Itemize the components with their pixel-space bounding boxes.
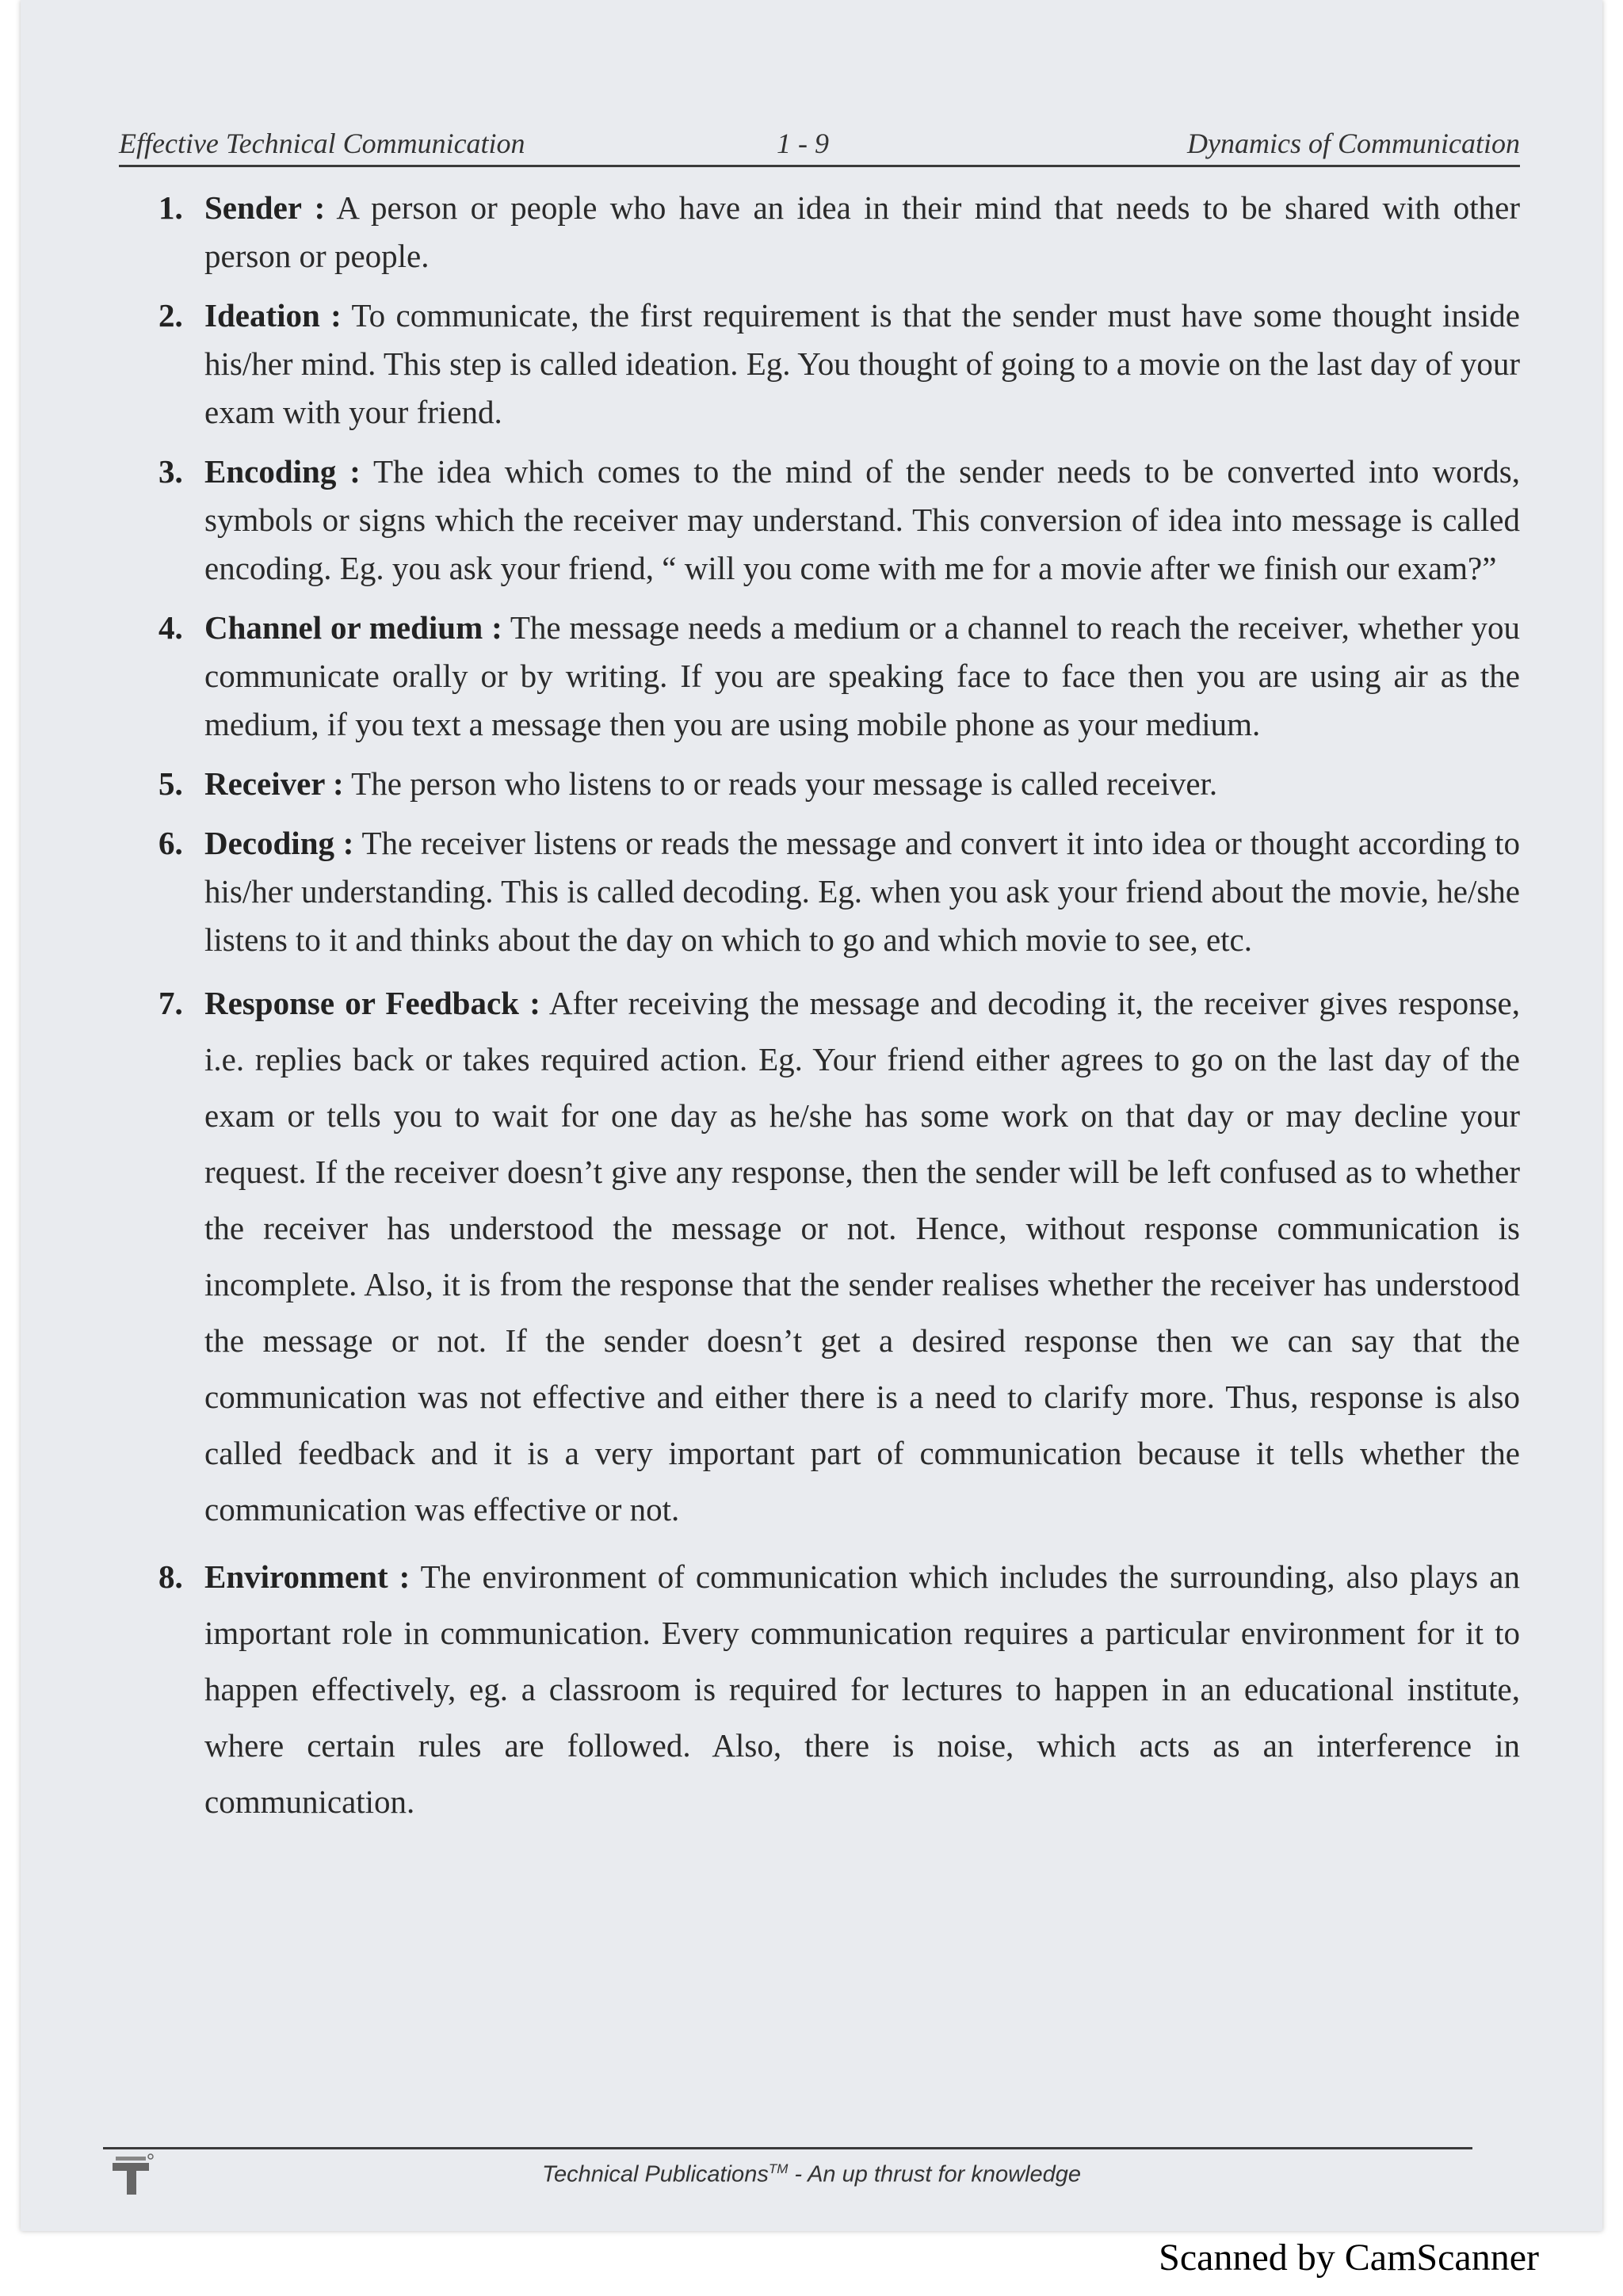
item-text: The person who listens to or reads your message is called receiver. xyxy=(343,765,1218,802)
list-item-decoding xyxy=(155,819,1520,964)
scanner-watermark: Scanned by CamScanner xyxy=(1159,2237,1539,2279)
list-item-receiver xyxy=(155,760,1520,808)
list-item-sender xyxy=(155,184,1520,280)
list-item-response xyxy=(155,975,1520,1538)
item-number: 1. xyxy=(158,189,183,226)
running-header xyxy=(119,125,1520,167)
list-item-environment xyxy=(155,1549,1520,1830)
item-text: The message needs a medium or a channel to reach the receiver, whether you communicate orally or by writing. If you are speaking face to face then you are using air as the medium, if you text a message then you are using mobile phone as your medium. xyxy=(204,609,1520,742)
item-number: 8. xyxy=(158,1558,183,1595)
footer-tagline: - An up thrust for knowledge xyxy=(788,2161,1082,2187)
item-term: Encoding : xyxy=(204,453,361,490)
footer-rule xyxy=(103,2147,1472,2149)
list-item-encoding xyxy=(155,448,1520,593)
item-number: 5. xyxy=(158,765,183,802)
page-footer xyxy=(21,2161,1602,2188)
item-text: A person or people who have an idea in their mind that needs to be shared with other person or people. xyxy=(204,189,1520,274)
header-page-number: 1 - 9 xyxy=(777,128,829,159)
item-text: The environment of communication which includes the surrounding, also plays an important role in communication. Every communication requires a particular environment for it to happen effectively, eg. a classroom is required for lectures to happen in an educational institute, where certain rules are followed. Also, there is noise, which acts as an interference in communication. xyxy=(204,1558,1520,1820)
item-term: Sender : xyxy=(204,189,326,226)
item-number: 7. xyxy=(158,985,183,1021)
item-number: 2. xyxy=(158,297,183,334)
footer-publisher: Technical Publications xyxy=(541,2161,769,2187)
item-text: The receiver listens or reads the message and convert it into idea or thought according to his/her understanding. This is called decoding. Eg. when you ask your friend about the movie, he/she listens to it and thinks about the day on which to go and which movie to see, etc. xyxy=(204,825,1520,958)
numbered-list xyxy=(155,184,1520,1841)
item-text: After receiving the message and decoding it, the receiver gives response, i.e. replies back or takes required action. Eg. Your friend either agrees to go on the last day of the exam or tells you to wait for one day as he/she has some work on that day or may decline your request. If the receiver doesn’t give any response, then the sender will be left confused as to whether the receiver has understood the message or not. Hence, without response communication is incomplete. Also, it is from the response that the sender realises whether the receiver has understood the message or not. If the sender doesn’t get a desired response then we can say that the communication was not effective and either there is a need to clarify more. Thus, response is also called feedback and it is a very important part of communication because it tells whether the communication was effective or not. xyxy=(204,985,1520,1527)
footer-trademark: TM xyxy=(768,2161,789,2176)
item-text: The idea which comes to the mind of the sender needs to be converted into words, symbols or signs which the receiver may understand. This conversion of idea into message is called encoding. Eg. you ask your friend, “ will you come with me for a movie after we finish our exam?” xyxy=(204,453,1520,586)
header-chapter-title: Dynamics of Communication xyxy=(1187,128,1520,159)
item-term: Response or Feedback : xyxy=(204,985,540,1021)
book-page xyxy=(21,0,1602,2231)
item-number: 4. xyxy=(158,609,183,646)
item-text: To communicate, the first requirement is that the sender must have some thought inside his/her mind. This step is called ideation. Eg. You thought of going to a movie on the last day of your exam with your friend. xyxy=(204,297,1520,430)
item-term: Ideation : xyxy=(204,297,342,334)
item-term: Environment : xyxy=(204,1558,411,1595)
item-number: 3. xyxy=(158,453,183,490)
header-book-title: Effective Technical Communication xyxy=(119,128,525,159)
item-number: 6. xyxy=(158,825,183,861)
item-term: Channel or medium : xyxy=(204,609,502,646)
item-term: Decoding : xyxy=(204,825,354,861)
item-term: Receiver : xyxy=(204,765,344,802)
list-item-ideation xyxy=(155,292,1520,437)
list-item-channel xyxy=(155,604,1520,749)
